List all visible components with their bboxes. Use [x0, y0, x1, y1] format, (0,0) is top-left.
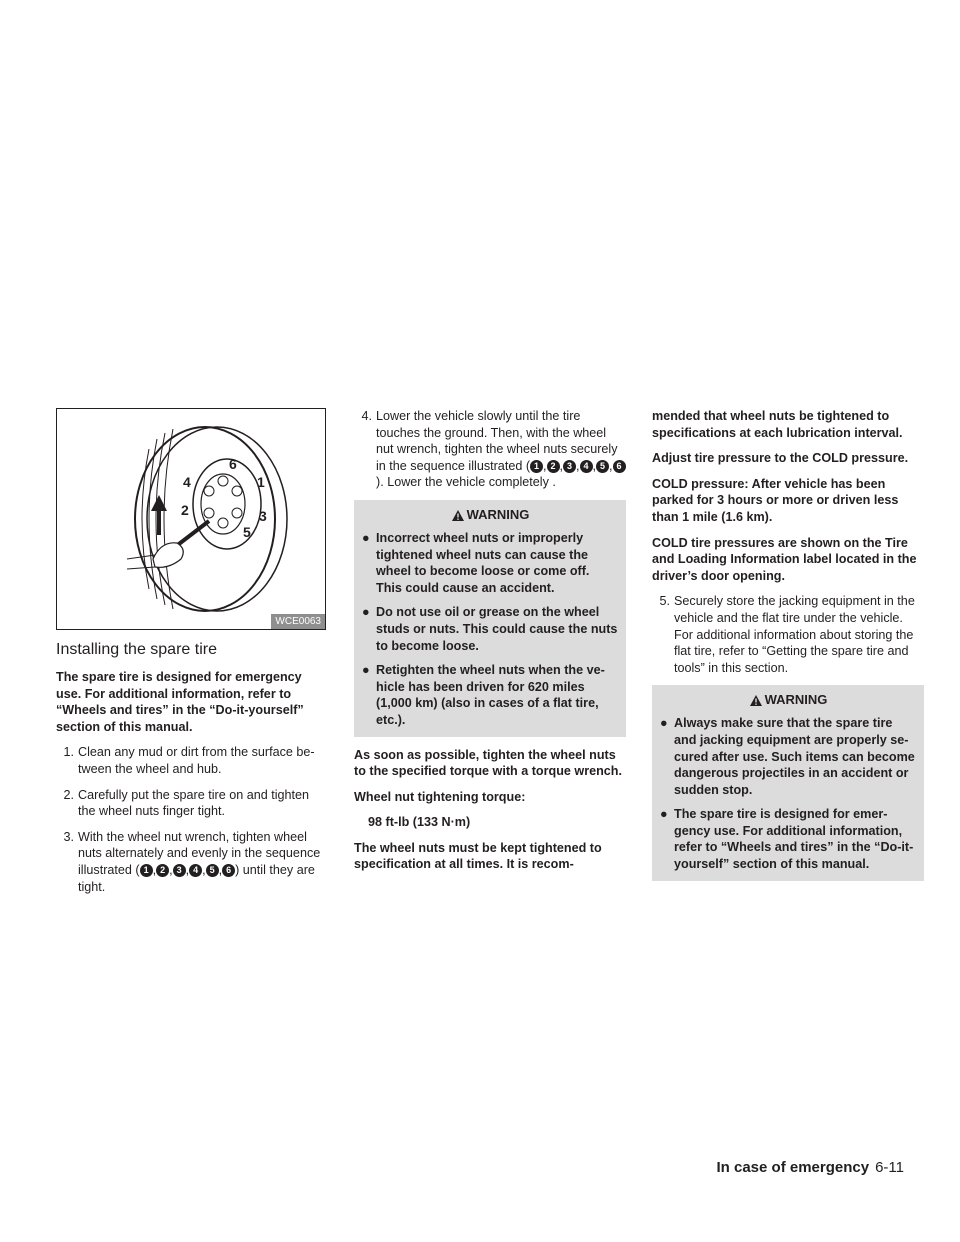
step-text-part: ) until they are tight.: [78, 862, 315, 894]
svg-text:2: 2: [181, 502, 189, 518]
step-3: [56, 829, 328, 895]
warning-title: WARNING: [764, 692, 828, 708]
step-text-part: Lower the vehicle slowly until the tire touches the ground. Then, with the wheel nut wrench, tighten the wheel nuts securely in the sequence illustrated (: [376, 409, 618, 473]
warning-text: Incorrect wheel nuts or improperly tightened wheel nuts can cause the wheel to become loose or come off. This could cause an accident.: [376, 530, 590, 595]
section-title: Installing the spare tire: [56, 641, 217, 658]
warning-heading: [660, 691, 916, 709]
warning-item: [660, 715, 916, 798]
page-number: 6-11: [875, 1159, 904, 1176]
sequence-badge: 3: [563, 460, 576, 473]
page-footer: [717, 1158, 905, 1178]
warning-text: Retighten the wheel nuts when the ve-hicle has been driven for 620 miles (1,000 km) (also in cases of a flat tire, etc.).: [376, 663, 605, 727]
sequence-badge: 6: [222, 864, 235, 877]
step-text-part: With the wheel nut wrench, tighten wheel nuts alternately and evenly in the sequence illustrated (: [78, 829, 321, 877]
warning-title: WARNING: [466, 506, 530, 522]
warning-item: [362, 604, 618, 654]
step-number: 2.: [63, 787, 74, 802]
step-4: [354, 408, 626, 491]
step-5: [652, 593, 924, 676]
figure-id-label: WCE0063: [271, 614, 325, 629]
svg-text:5: 5: [243, 524, 251, 540]
sequence-badge: 6: [613, 460, 626, 473]
sequence-badge: 1: [140, 864, 153, 877]
column-2: [354, 408, 626, 882]
maintenance-note: The wheel nuts must be kept tightened to specification at all times. It is recom-: [354, 840, 602, 872]
step-number: 5.: [659, 594, 670, 609]
svg-text:4: 4: [183, 474, 191, 490]
step-number: 3.: [63, 829, 74, 844]
cold-pressure-location: COLD tire pressures are shown on the Tire and Loading Information label located in the driver’s door opening.: [652, 535, 917, 583]
step-1: [56, 744, 328, 777]
bullet-icon: ●: [362, 663, 370, 678]
pressure-instruction: Adjust tire pressure to the COLD pressure.: [652, 451, 909, 466]
footer-section-title: In case of emergency: [716, 1159, 870, 1176]
sequence-badge: 2: [156, 864, 169, 877]
warning-heading: [362, 506, 618, 524]
step-text: With the wheel nut wrench, tighten wheel nuts alternately and evenly in the sequence illustrated ( 1 , 2 , 3 , 4 , 5 , 6 ) until they are tight.: [78, 829, 321, 894]
warning-text: The spare tire is designed for emer-gency use. For additional information, refer to “Wheels and tires” in the “Do-it-yourself” section of this manual.: [674, 807, 914, 872]
bullet-icon: ●: [362, 605, 370, 620]
column-1: [56, 408, 328, 904]
warning-item: [362, 530, 618, 596]
cold-pressure-definition: COLD pressure: After vehicle has been parked for 3 hours or more or driven less than 1 mile (1.6 km).: [652, 476, 899, 524]
warning-item: [660, 806, 916, 872]
svg-text:3: 3: [259, 508, 267, 524]
section-intro: The spare tire is designed for emergency use. For additional information, refer to “Wheels and tires” in the “Do-it-yourself” section of this manual.: [56, 670, 304, 734]
wheel-nut-sequence-illustration: [57, 409, 325, 629]
sequence-badge: 4: [189, 864, 202, 877]
sequence-badge: 2: [547, 460, 560, 473]
warning-icon: [749, 694, 763, 707]
step-number: 4.: [361, 409, 372, 423]
sequence-badge: 5: [596, 460, 609, 473]
bullet-icon: ●: [362, 530, 370, 545]
torque-value: 98 ft-lb (133 N·m): [368, 815, 471, 830]
torque-label: Wheel nut tightening torque:: [354, 789, 526, 804]
sequence-badge: 3: [173, 864, 186, 877]
svg-text:1: 1: [257, 474, 265, 490]
warning-item: [362, 662, 618, 728]
column-3: [652, 408, 924, 891]
step-number: 1.: [63, 745, 74, 760]
bullet-icon: ●: [660, 807, 668, 822]
warning-icon: [451, 509, 465, 522]
step-text: Clean any mud or dirt from the surface be-tween the wheel and hub.: [78, 745, 315, 776]
maintenance-note-continued: mended that wheel nuts be tightened to specifications at each lubrication interval.: [652, 409, 903, 440]
warning-text: Always make sure that the spare tire and jacking equipment are properly se-cured after use. Such items can become dangerous projectiles in an accident or sudden stop.: [674, 716, 915, 797]
sequence-badge: 5: [206, 864, 219, 877]
step-text: Carefully put the spare tire on and tighten the wheel nuts finger tight.: [78, 787, 310, 819]
sequence-badge: 1: [530, 460, 543, 473]
svg-text:6: 6: [229, 456, 237, 472]
warning-box-1: [354, 500, 626, 737]
step-2: [56, 787, 328, 820]
step-text: Securely store the jacking equipment in the vehicle and the flat tire under the vehicle. For additional information about storing the flat tire, refer to “Getting the spare tire and tools” in this section.: [674, 594, 915, 675]
warning-text: Do not use oil or grease on the wheel studs or nuts. This could cause the nuts to become loose.: [376, 605, 618, 653]
torque-instruction: As soon as possible, tighten the wheel nuts to the specified torque with a torque wrench.: [354, 747, 622, 779]
sequence-badge: 4: [580, 460, 593, 473]
tire-installation-figure: [56, 408, 326, 630]
warning-box-2: [652, 685, 924, 880]
step-text-part: ). Lower the vehicle completely .: [376, 475, 556, 490]
step-text: Lower the vehicle slowly until the tire touches the ground. Then, with the wheel nut wrench, tighten the wheel nuts securely in the sequence illustrated ( 1 , 2 , 3 , 4 , 5 , 6). Lower the vehicle completely .: [376, 408, 626, 491]
bullet-icon: ●: [660, 716, 668, 731]
